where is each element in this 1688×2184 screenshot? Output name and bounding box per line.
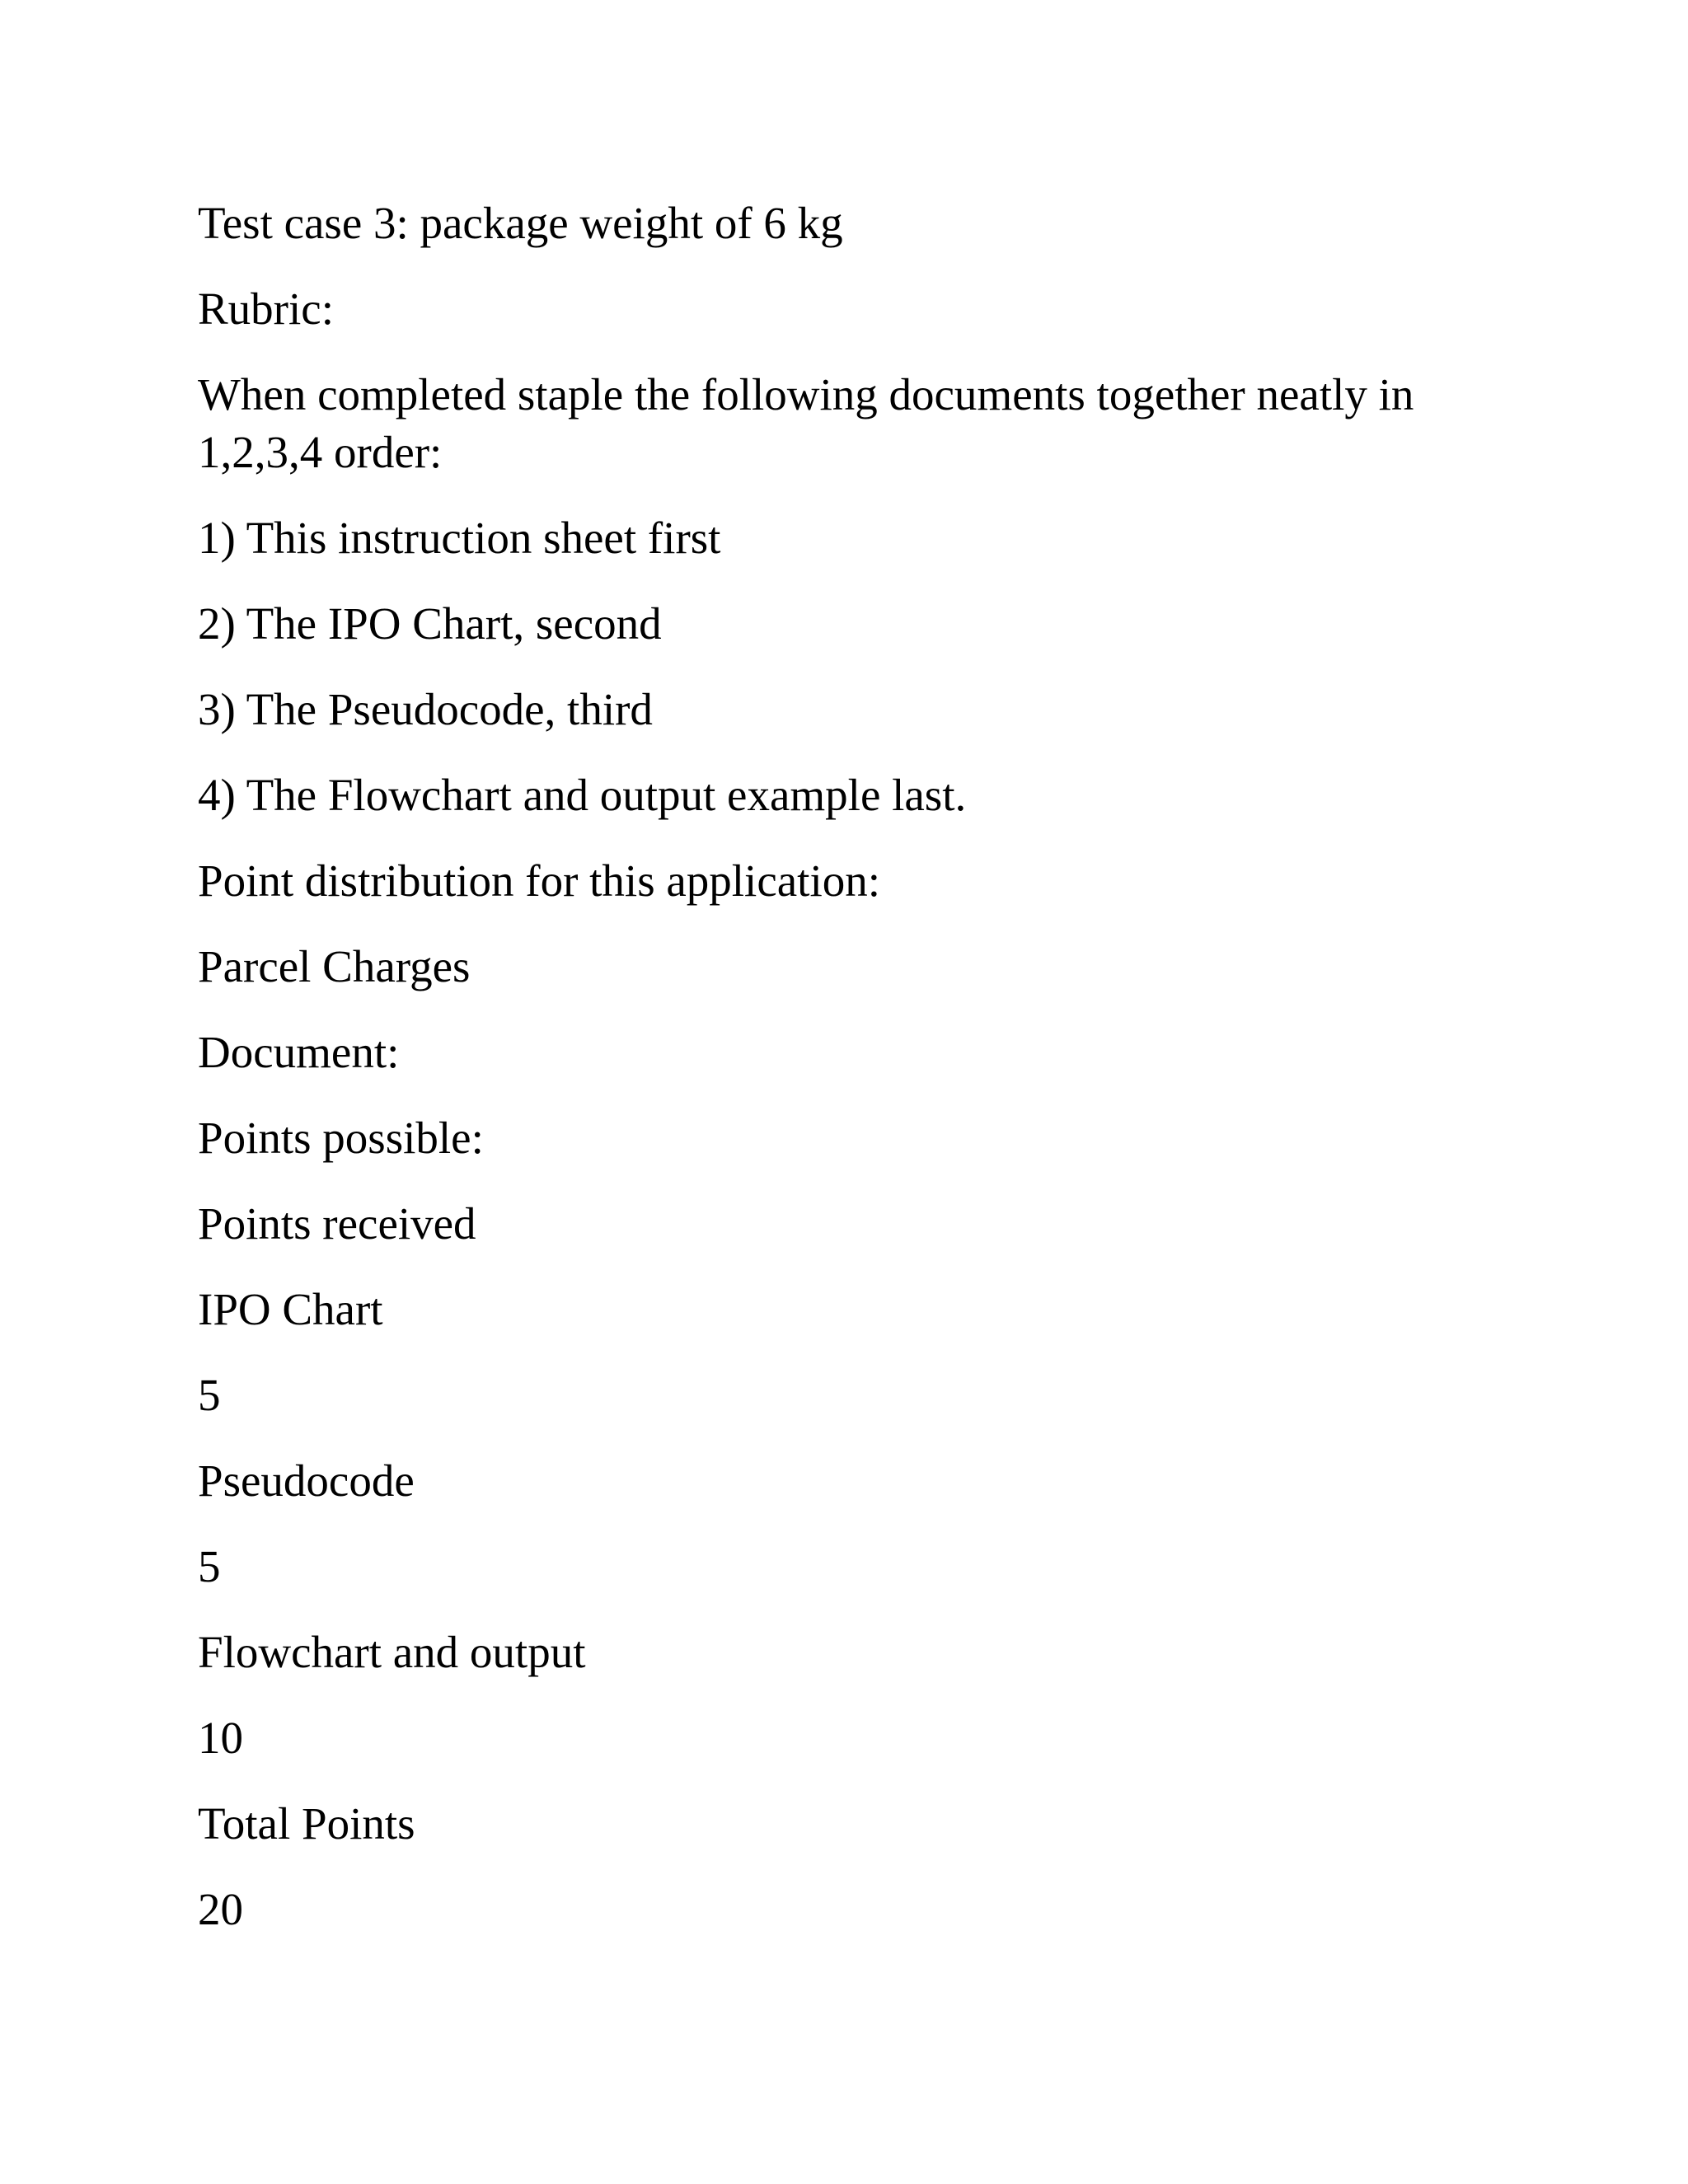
total-points-label: Total Points	[198, 1798, 415, 1849]
order-item-3: 3) The Pseudocode, third	[198, 684, 653, 734]
test-case-heading: Test case 3: package weight of 6 kg	[198, 198, 843, 248]
staple-instructions: When completed staple the following documents together neatly in 1,2,3,4 order:	[198, 369, 1414, 477]
pseudocode-points: 5	[198, 1541, 221, 1591]
flowchart-output-points: 10	[198, 1713, 243, 1763]
document-body	[198, 194, 1434, 1966]
point-distribution-heading: Point distribution for this application:	[198, 855, 881, 906]
flowchart-output-item: Flowchart and output	[198, 1627, 586, 1677]
total-points-value: 20	[198, 1884, 243, 1934]
ipo-chart-item: IPO Chart	[198, 1284, 383, 1334]
ipo-chart-points: 5	[198, 1370, 221, 1420]
rubric-label: Rubric:	[198, 284, 334, 334]
order-item-2: 2) The IPO Chart, second	[198, 598, 662, 649]
application-title: Parcel Charges	[198, 941, 471, 991]
order-item-4: 4) The Flowchart and output example last.	[198, 770, 967, 820]
document-column-label: Document:	[198, 1027, 400, 1077]
points-received-label: Points received	[198, 1198, 476, 1249]
points-possible-label: Points possible:	[198, 1113, 484, 1163]
order-item-1: 1) This instruction sheet first	[198, 513, 721, 563]
pseudocode-item: Pseudocode	[198, 1455, 415, 1506]
